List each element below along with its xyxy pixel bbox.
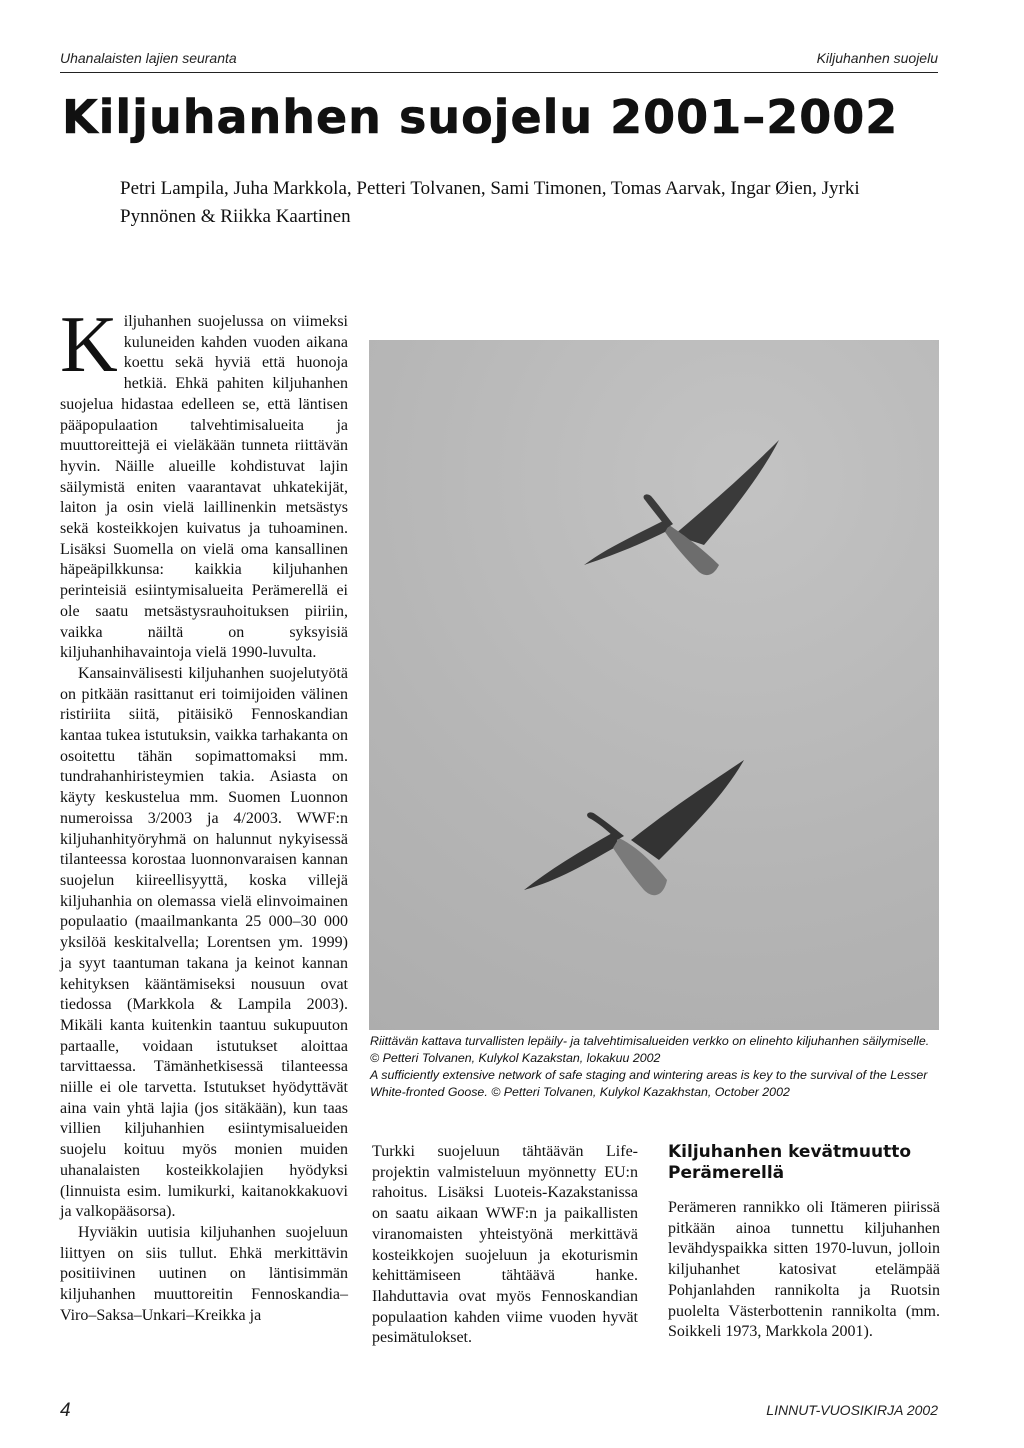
section-heading: Kiljuhanhen kevätmuutto Perämerellä xyxy=(668,1142,911,1183)
caption-finnish: Riittävän kattava turvallisten lepäily- ja talvehtimisalueiden verkko on elinehto kiljuhanhen säilymiselle. © Petteri Tolvanen, Kulykol Kazakstan, lokakuu 2002 xyxy=(370,1034,930,1065)
body-column-1 xyxy=(60,301,348,1326)
goose-upper-neck xyxy=(644,494,673,528)
goose-lower-right-wing xyxy=(631,760,744,860)
paragraph-4: Turkki suojeluun tähtäävän Life-projektin valmisteluun myönnetty EU:n rahoitus. Lisäksi Luoteis-Kazakstanissa on saatu aikaan WWF:n ja paikallisten viranomaisten yhteistyönä merkittävä kosteikkojen suojeluun ja ekoturismin kehittämiseen tähtäävä hanke. Ilahduttavia ovat myös Fennoskandian populaation kahden viime vuoden hyvät pesimätulokset. xyxy=(372,1143,638,1347)
goose-upper-left-wing xyxy=(584,520,669,565)
paragraph-1 xyxy=(60,301,348,664)
author-list: Petri Lampila, Juha Markkola, Petteri Tolvanen, Sami Timonen, Tomas Aarvak, Ingar Øien, Jyrki Pynnönen & Riikka Kaartinen xyxy=(120,178,860,227)
article-title: Kiljuhanhen suojelu 2001–2002 xyxy=(62,90,899,144)
paragraph-2: Kansainvälisesti kiljuhanhen suojelutyötä on pitkään rasittanut eri toimijoiden välinen ristiriita siitä, pitäisikö Fennoskandian kantaa tukea istutuksin, vaikka tarhakanta on osoitettu tähän sopimattomaksi mm. tundrahanhiristeymien takia. Asiasta on käyty keskustelua mm. Suomen Luonnon numeroissa 3/2003 ja 4/2003. WWF:n kiljuhanhityöryhmä on halunnut nykyisessä tilanteessa korostaa luonnonvaraisen kannan suojelun kiireellisyyttä, koska villejä kiljuhanhia on olemassa vielä elinvoimainen populaatio (maailmankanta 25 000–30 000 yksilöä keskitalvella; Lorentsen ym. 1999) ja syyt taantuman takana ja keinot kannan kehityksen kääntämiseksi nousuun ovat tiedossa (Markkola & Lampila 2003). Mikäli kanta kuitenkin taantuu sukupuuton partaalle, voidaan istutukset aloittaa tarvittaessa. Tämänhetkisessä tilanteessa niille ei ole tarvetta. Istutukset hyödyttävät aina vain yhtä lajia (jos sitäkään), kun taas villien kiljuhanhien esiintymisalueiden suojelu koituu myös monien muiden uhanalaisten kosteikkolajien hyödyksi (linnuista esim. lumikurki, kaitanokkakuovi ja valkopääsorsa). xyxy=(60,664,348,1221)
body-column-2 xyxy=(372,1142,638,1349)
goose-upper-right-wing xyxy=(674,440,779,545)
running-head-article: Kiljuhanhen suojelu xyxy=(816,50,938,66)
header-rule xyxy=(60,72,938,73)
goose-lower xyxy=(524,760,744,895)
caption-english: A sufficiently extensive network of safe staging and wintering areas is key to the survival of the Lesser White-fronted Goose. © Petteri Tolvanen, Kulykol Kazakhstan, October 2002 xyxy=(370,1068,928,1099)
body-column-3 xyxy=(668,1142,940,1343)
paragraph-5: Perämeren rannikko oli Itämeren piirissä pitkään ainoa tunnettu kiljuhanhen levähdyspaikka sitten 1970-luvun, jolloin kiljuhanhet katosivat etelämpää Pohjanlahden rannikolta ja Ruotsin puolelta Västerbottenin rannikolta (mm. Soikkeli 1973, Markkola 2001). xyxy=(668,1199,940,1341)
goose-lower-neck xyxy=(587,812,624,840)
paragraph-3: Hyviäkin uutisia kiljuhanhen suojeluun liittyen on siis tullut. Ehkä merkittävin positiivinen uutinen on läntisimmän kiljuhanhen muuttoreitin Fennoskandia–Viro–Saksa–Unkari–Kreikka ja xyxy=(60,1223,348,1324)
running-head-section: Uhanalaisten lajien seuranta xyxy=(60,50,237,66)
photo-caption xyxy=(370,1033,940,1101)
page-number: 4 xyxy=(60,1400,71,1421)
photo-flying-geese xyxy=(369,340,939,1030)
drop-cap: K xyxy=(60,301,118,389)
goose-lower-left-wing xyxy=(524,832,619,890)
goose-upper xyxy=(584,440,779,575)
geese-illustration xyxy=(369,340,939,1030)
publication-name: LINNUT-VUOSIKIRJA 2002 xyxy=(766,1402,938,1418)
paragraph-1-text: iljuhanhen suojelussa on viimeksi kuluneiden kahden vuoden aikana koettu sekä hyviä että huonoja hetkiä. Ehkä pahiten kiljuhanhen suojelua hidastaa edelleen se, että läntisen pääpopulaation talvehtimisalueita ja muuttoreittejä ei vieläkään tunneta riittävän hyvin. Näille alueille kohdistuvat lajin säilymistä eniten vaarantavat uhkatekijät, laiton ja osin vielä laillinenkin metsästys sekä kosteikkojen kuivatus ja tuhoaminen. Lisäksi Suomella on vielä oma kansallinen häpeäpilkkunsa: kaikkia kiljuhanhen perinteisiä esiintymisalueita Perämerellä ei ole saatu metsästysrauhoituksen piiriin, vaikka näiltä on syksyisiä kiljuhanhihavaintoja vielä 1990-luvulta. xyxy=(60,313,348,662)
